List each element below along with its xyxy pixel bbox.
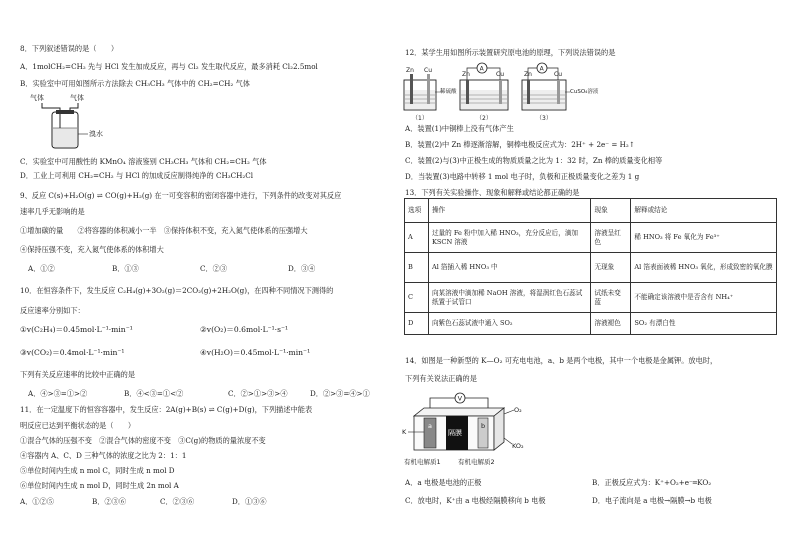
table-header-option: 选项 <box>405 199 429 223</box>
table-cell: SO₂ 有漂白性 <box>631 313 777 335</box>
q10-option-a: A．④>③=①>② <box>28 389 88 398</box>
electrolyte-2-label: 有机电解质2 <box>458 458 495 466</box>
q11-option-d: D．①③⑥ <box>232 497 267 506</box>
q10-rate-2: ②v(O₂)＝0.6mol·L⁻¹·s⁻¹ <box>200 325 289 334</box>
table-cell: 稀 HNO₃ 将 Fe 氧化为 Fe³⁺ <box>631 223 777 253</box>
q9-conditions-2: ④保持压强不变，充入氮气使体系的体积增大 <box>20 245 164 254</box>
q12-option-d: D．当装置(3)电路中转移 1 mol 电子时，负极和正极质量变化之差为 1 g <box>405 172 640 181</box>
table-cell: 不能确定该溶液中是否含有 NH₄⁺ <box>631 283 777 313</box>
table-cell: 试纸未变蓝 <box>591 283 631 313</box>
q11-option-c: C．②③⑥ <box>160 497 195 506</box>
q10-rate-3: ③v(CO₂)＝0.4mol·L⁻¹·min⁻¹ <box>20 348 125 357</box>
cell1-zn-label: Zn <box>406 67 414 74</box>
table-header-operation: 操作 <box>428 199 591 223</box>
cell3-caption: （3） <box>536 115 552 122</box>
potassium-label: K <box>402 428 407 436</box>
q8-option-b: B．实验室中可用如图所示方法除去 CH₃CH₃ 气体中的 CH₂=CH₂ 气体 <box>20 79 250 88</box>
reversible-arrow-icon: ⇌ <box>208 405 215 414</box>
q10-option-c: C．②>①>③>④ <box>228 389 288 398</box>
q11-stem <box>20 405 312 414</box>
table-cell: B <box>405 253 429 283</box>
oxygen-label: O₂ <box>514 406 522 414</box>
cell2-zn-label: Zn <box>462 71 470 78</box>
table-header-conclusion: 解释或结论 <box>631 199 777 223</box>
q10-stem: 10．在恒容条件下，发生反应 C₂H₄(g)+3O₂(g)＝2CO₂(g)+2H₂O(g)，在四种不同情况下测得的 <box>20 286 334 295</box>
q9-option-c: C．②③ <box>200 264 228 273</box>
q14-option-d: D．电子流向是 a 电极→隔膜→b 电极 <box>592 496 712 505</box>
q11-condition-2: ④容器内 A、C、D 三种气体的浓度之比为 2：1：1 <box>20 451 187 460</box>
q14-stem2: 下列有关说法正确的是 <box>405 374 477 383</box>
q14-option-a: A．a 电极是电池的正极 <box>405 478 482 487</box>
q8-stem: 8．下列叙述错误的是（ ） <box>20 44 119 53</box>
q14-option-c: C．放电时，K⁺由 a 电极经隔膜移向 b 电极 <box>405 496 546 505</box>
q9-stem2: 速率几乎无影响的是 <box>20 207 85 216</box>
table-cell: 向紫色石蕊试液中通入 SO₂ <box>428 313 591 335</box>
table-cell: 无现象 <box>591 253 631 283</box>
table-row <box>405 313 777 335</box>
q14-stem: 14．如图是一种新型的 K—O₂ 可充电电池，a、b 是两个电极，其中一个电极是金属钾。放电时， <box>405 356 718 365</box>
q13-experiment-table <box>404 198 777 335</box>
cell3-ammeter-label: A <box>539 65 544 73</box>
ko2-label: KO₂ <box>512 442 524 450</box>
q12-option-a: A．装置(1)中铜棒上没有气体产生 <box>405 124 514 133</box>
reversible-arrow-icon: ⇌ <box>96 191 103 200</box>
q8-option-d: D．工业上可利用 CH₂=CH₂ 与 HCl 的加成反应制得纯净的 CH₃CH₂Cl <box>20 171 254 180</box>
q11-stem2: 明反应已达到平衡状态的是（ ） <box>20 421 136 430</box>
q14-k-o2-battery-figure <box>402 388 542 468</box>
q8-fig-gas-out: 气体 <box>70 94 84 102</box>
q12-option-b: B．装置(2)中 Zn 棒逐渐溶解，铜棒电极反应式为：2H⁺ + 2e⁻ = H₂↑ <box>405 140 635 149</box>
q14-option-b: B．正极反应式为：K⁺+O₂+e⁻═KO₂ <box>592 478 712 487</box>
q10-ask: 下列有关反应速率的比较中正确的是 <box>20 370 136 379</box>
q9-stem <box>20 191 341 200</box>
q9-stem-a: 9、反应 C(s)+H₂O(g) <box>20 191 95 200</box>
membrane-label: 隔膜 <box>448 429 462 437</box>
table-cell: Al 箔插入稀 HNO₃ 中 <box>428 253 591 283</box>
q9-stem-b: CO(g)+H₂(g) 在一可变容积的密闭容器中进行，下列条件的改变对其反应 <box>105 191 342 200</box>
table-row <box>405 283 777 313</box>
cell3-cu-label: Cu <box>554 71 562 78</box>
q10-rate-4: ④v(H₂O)＝0.45mol·L⁻¹·min⁻¹ <box>200 348 311 357</box>
q12-galvanic-cells-figure <box>400 62 610 122</box>
voltmeter-label: V <box>457 394 463 403</box>
q11-stem-b: C(g)+D(g)，下列描述中能表 <box>216 405 313 414</box>
q11-condition-1: ①混合气体的压强不变 ②混合气体的密度不变 ③C(g)的物质的量浓度不变 <box>20 436 266 445</box>
q9-option-a: A．①② <box>28 264 55 273</box>
table-header-row <box>405 199 777 223</box>
q12-stem: 12．某学生用如图所示装置研究原电池的原理，下列说法错误的是 <box>405 48 616 57</box>
q12-option-c: C．装置(2)与(3)中正极生成的物质质量之比为 1：32 时，Zn 棒的质量变化相等 <box>405 156 663 165</box>
q11-condition-4: ⑥单位时间内生成 n mol D，同时生成 2n mol A <box>20 481 179 490</box>
cell2-ammeter-label: A <box>479 65 484 73</box>
q10-option-b: B．④<③=①<② <box>124 389 184 398</box>
table-row <box>405 223 777 253</box>
electrolyte-1-label: 有机电解质1 <box>404 458 441 466</box>
q11-option-b: B．②③⑥ <box>92 497 127 506</box>
table-cell: D <box>405 313 429 335</box>
table-cell: C <box>405 283 429 313</box>
q11-stem-a: 11．在一定温度下的恒容容器中，发生反应：2A(g)+B(s) <box>20 405 207 414</box>
cell3-zn-label: Zn <box>524 71 532 78</box>
table-row <box>405 253 777 283</box>
table-cell: 向某溶液中滴加稀 NaOH 溶液，将湿润红色石蕊试纸置于试管口 <box>428 283 591 313</box>
cell3-cuso4-label: CuSO₄溶液 <box>570 89 599 95</box>
electrode-a-label: a <box>428 422 432 430</box>
table-cell: A <box>405 223 429 253</box>
q8-fig-gas-in: 气体 <box>30 94 44 102</box>
q13-stem: 13．下列有关实验操作、现象和解释或结论都正确的是 <box>405 188 580 197</box>
cell1-acid-label: 稀硫酸 <box>440 89 457 95</box>
q8-option-c: C．实验室中可用酸性的 KMnO₄ 溶液鉴别 CH₃CH₃ 气体和 CH₂=CH₂ 气体 <box>20 157 267 166</box>
q9-option-b: B．①③ <box>112 264 139 273</box>
q8-fig-liquid-label: 溴水 <box>89 130 103 138</box>
q10-rate-1: ①v(C₂H₄)＝0.45mol·L⁻¹·min⁻¹ <box>20 325 133 334</box>
cell1-cu-label: Cu <box>424 67 432 74</box>
q11-condition-3: ⑤单位时间内生成 n mol C，同时生成 n mol D <box>20 466 175 475</box>
q10-stem2: 反应速率分别如下： <box>20 306 85 315</box>
q9-conditions-1: ①增加碳的量 ②将容器的体积减小一半 ③保持体积不变，充入氮气使体系的压强增大 <box>20 226 308 235</box>
q9-option-d: D．③④ <box>288 264 316 273</box>
cell2-cu-label: Cu <box>496 71 504 78</box>
table-cell: 过量的 Fe 粉中加入稀 HNO₃，充分反应后，滴加 KSCN 溶液 <box>428 223 591 253</box>
q8-gas-wash-bottle-figure <box>28 90 118 152</box>
electrode-b-label: b <box>481 422 486 430</box>
cell1-caption: （1） <box>412 115 428 122</box>
table-cell: 溶液褪色 <box>591 313 631 335</box>
q8-option-a: A．1molCH₂=CH₂ 先与 HCl 发生加成反应，再与 Cl₂ 发生取代反应，最多消耗 Cl₂2.5mol <box>20 62 318 71</box>
cell2-caption: （2） <box>476 115 492 122</box>
q11-option-a: A．①②⑤ <box>20 497 54 506</box>
table-cell: Al 箔表面被稀 HNO₃ 氧化，形成致密的氧化膜 <box>631 253 777 283</box>
table-cell: 溶液呈红色 <box>591 223 631 253</box>
table-header-phenomenon: 现象 <box>591 199 631 223</box>
q10-option-d: D．②>③=④>① <box>310 389 370 398</box>
